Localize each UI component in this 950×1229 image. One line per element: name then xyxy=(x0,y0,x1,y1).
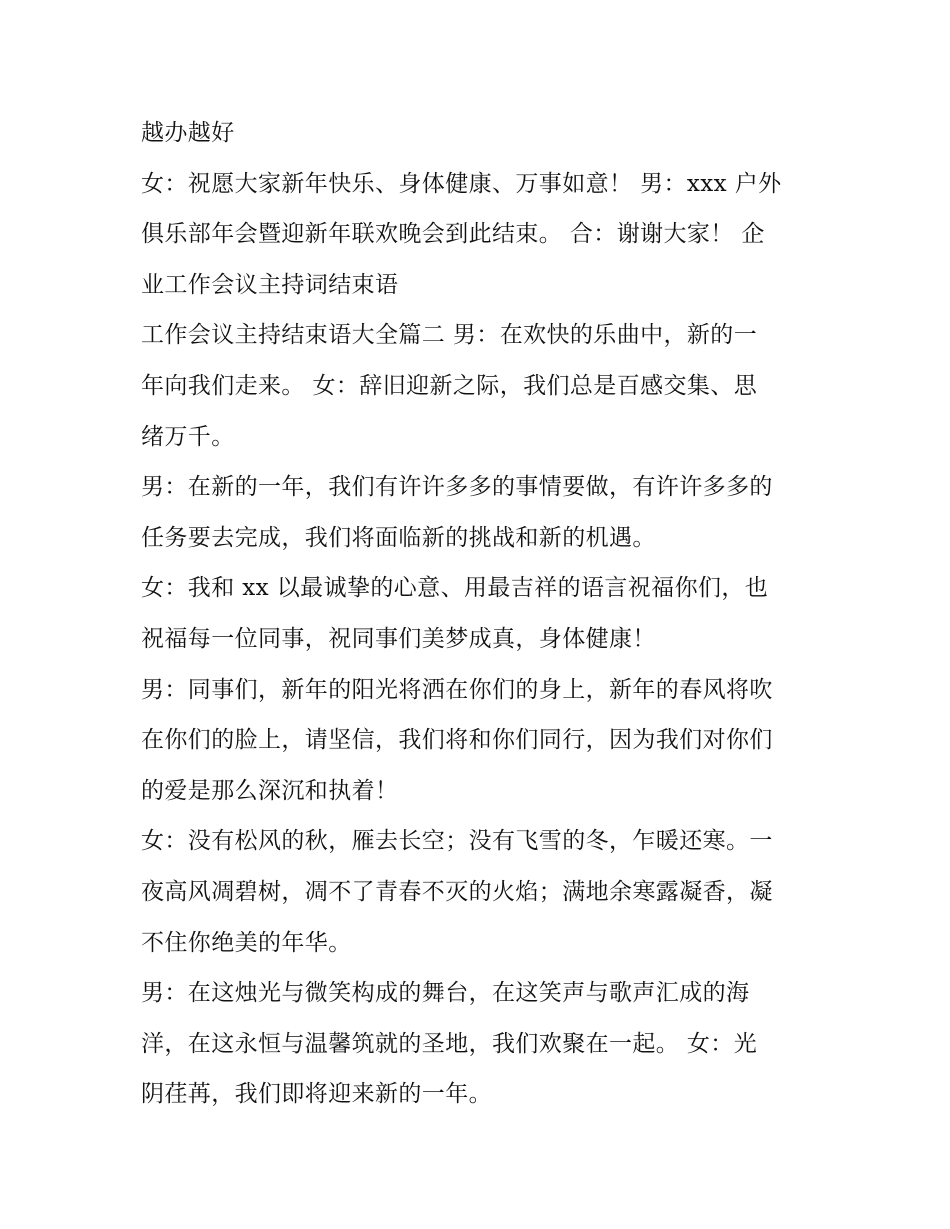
text-line: 俱乐部年会暨迎新年联欢晚会到此结束。 合：谢谢大家！ 企 xyxy=(141,221,765,248)
text-line: 的爱是那么深沉和执着！ xyxy=(141,777,399,804)
text-line: 女：祝愿大家新年快乐、身体健康、万事如意！ 男：xxx 户外 xyxy=(141,170,782,197)
text-line: 夜高风凋碧树，凋不了青春不灭的火焰；满地余寒露凝香，凝 xyxy=(141,878,773,905)
text-line: 业工作会议主持词结束语 xyxy=(141,271,399,298)
text-line: 男：在这烛光与微笑构成的舞台，在这笑声与歌声汇成的海 xyxy=(141,980,750,1007)
document-body xyxy=(141,108,813,1120)
text-line: 不住你绝美的年华。 xyxy=(141,929,352,956)
text-line: 年向我们走来。 女：辞旧迎新之际，我们总是百感交集、思 xyxy=(141,372,758,399)
text-line: 女：我和 xx 以最诚挚的心意、用最吉祥的语言祝福你们，也 xyxy=(141,575,769,602)
text-line: 洋，在这永恒与温馨筑就的圣地，我们欢聚在一起。 女：光 xyxy=(141,1030,758,1057)
text-line: 绪万千。 xyxy=(141,423,235,450)
text-line: 阴荏苒，我们即将迎来新的一年。 xyxy=(141,1081,492,1108)
text-line: 越办越好 xyxy=(141,120,235,146)
text-line: 工作会议主持结束语大全篇二 男：在欢快的乐曲中，新的一 xyxy=(141,322,758,349)
text-line: 女：没有松风的秋，雁去长空；没有飞雪的冬，乍暖还寒。一 xyxy=(141,828,773,855)
text-line: 任务要去完成，我们将面临新的挑战和新的机遇。 xyxy=(141,524,656,551)
text-line: 祝福每一位同事，祝同事们美梦成真，身体健康！ xyxy=(141,625,656,652)
text-line: 男：在新的一年，我们有许许多多的事情要做，有许许多多的 xyxy=(141,474,773,501)
text-line: 男：同事们，新年的阳光将洒在你们的身上，新年的春风将吹 xyxy=(141,676,773,703)
text-line: 在你们的脸上，请坚信，我们将和你们同行，因为我们对你们 xyxy=(141,727,773,754)
